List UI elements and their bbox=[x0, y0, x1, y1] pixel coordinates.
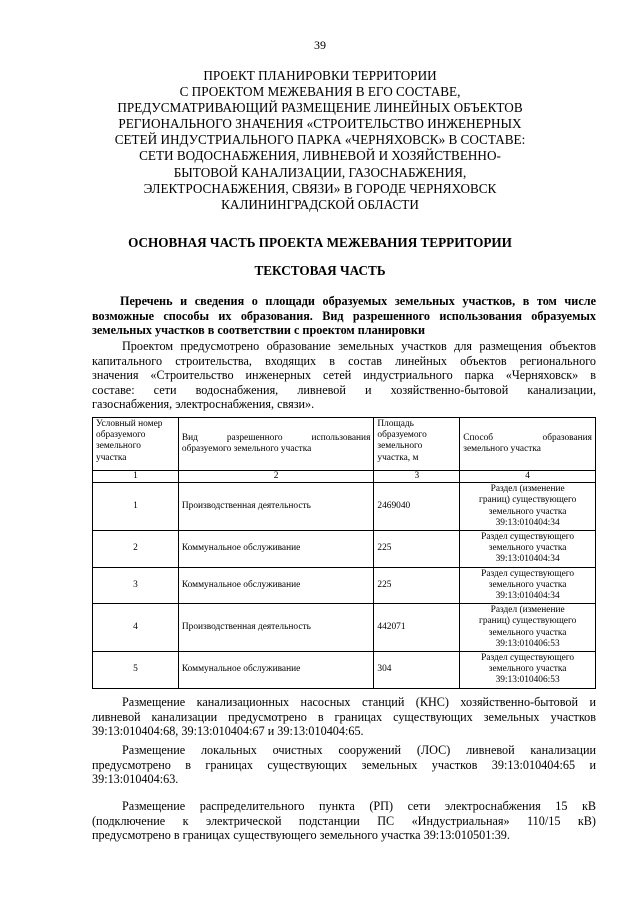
paragraph-line: Проектом предусмотрено образование земельных участков для размещения объектов bbox=[122, 339, 596, 353]
cell-permitted-use: Коммунальное обслуживание bbox=[178, 567, 374, 604]
paragraph-line: Размещение локальных очистных сооружений (ЛОС) ливневой канализации bbox=[122, 743, 596, 757]
header-plot-number: Условный номер образуемого земельного участка bbox=[93, 418, 179, 471]
paragraph-line: значения «Строительство инженерных сетей индустриального парка «Черняховск» в bbox=[92, 368, 596, 383]
title-line: СЕТИ ВОДОСНАБЖЕНИЯ, ЛИВНЕВОЙ И ХОЗЯЙСТВЕННО- bbox=[139, 148, 501, 164]
cell-formation-method: Раздел существующего земельного участка 39:13:010406:53 bbox=[460, 652, 596, 689]
paragraph-line: предусмотрено в границах существующего земельного участка 39:13:010501:39. bbox=[92, 828, 510, 843]
cell-plot-number: 3 bbox=[93, 567, 179, 604]
paragraph-line: газоснабжения, электроснабжения, связи». bbox=[92, 397, 315, 412]
title-line: СЕТЕЙ ИНДУСТРИАЛЬНОГО ПАРКА «ЧЕРНЯХОВСК» В СОСТАВЕ: bbox=[114, 132, 526, 148]
paragraph-line: составе: сети водоснабжения, ливневой и хозяйственно-бытовой канализации, bbox=[92, 382, 596, 397]
title-line: ПРЕДУСМАТРИВАЮЩИЙ РАЗМЕЩЕНИЕ ЛИНЕЙНЫХ ОБЪЕКТОВ bbox=[117, 100, 523, 116]
index-cell: 3 bbox=[374, 471, 460, 483]
paragraph-line: 39:13:010404:63. bbox=[92, 772, 179, 787]
cell-formation-method: Раздел существующего земельного участка 39:13:010404:34 bbox=[460, 567, 596, 604]
paragraph-line: Перечень и сведения о площади образуемых земельных участков, в том числе bbox=[120, 294, 596, 308]
subsection-heading: ТЕКСТОВАЯ ЧАСТЬ bbox=[254, 263, 386, 278]
section-heading: ОСНОВНАЯ ЧАСТЬ ПРОЕКТА МЕЖЕВАНИЯ ТЕРРИТОРИИ bbox=[128, 235, 512, 250]
title-line: КАЛИНИНГРАДСКОЙ ОБЛАСТИ bbox=[221, 196, 419, 212]
index-cell: 1 bbox=[93, 471, 179, 483]
cell-area: 442071 bbox=[374, 604, 460, 652]
paragraph-line: Размещение распределительного пункта (РП) сети электроснабжения 15 кВ bbox=[122, 799, 596, 813]
table-index-row bbox=[93, 471, 596, 483]
table-row bbox=[93, 567, 596, 604]
cell-plot-number: 5 bbox=[93, 652, 179, 689]
paragraph-line: предусмотрено в границах существующих земельных участков 39:13:010404:65 и bbox=[92, 757, 596, 772]
page-number: 39 bbox=[314, 38, 326, 52]
paragraph-line: 39:13:010404:68, 39:13:010404:67 и 39:13:010404:65. bbox=[92, 724, 364, 739]
paragraph-line: капитального строительства, входящих в состав линейных объектов регионального bbox=[92, 353, 596, 368]
paragraph-formation bbox=[92, 339, 596, 412]
title-line: БЫТОВОЙ КАНАЛИЗАЦИИ, ГАЗОСНАБЖЕНИЯ, bbox=[173, 164, 467, 180]
cell-plot-number: 2 bbox=[93, 531, 179, 568]
paragraph-line: (подключение к электрической подстанции ПС «Индустриальная» 110/15 кВ) bbox=[92, 813, 596, 828]
cell-permitted-use: Производственная деятельность bbox=[178, 483, 374, 531]
paragraph-pumping-stations bbox=[92, 695, 596, 739]
cell-plot-number: 4 bbox=[93, 604, 179, 652]
cell-area: 2469040 bbox=[374, 483, 460, 531]
cell-area: 225 bbox=[374, 531, 460, 568]
paragraph-line: ливневой канализации предусмотрено в границах существующих земельных участков bbox=[92, 709, 596, 724]
title-line: С ПРОЕКТОМ МЕЖЕВАНИЯ В ЕГО СОСТАВЕ, bbox=[179, 84, 461, 100]
paragraph-treatment-facilities bbox=[92, 743, 596, 787]
title-line: РЕГИОНАЛЬНОГО ЗНАЧЕНИЯ «СТРОИТЕЛЬСТВО ИНЖЕНЕРНЫХ bbox=[118, 116, 522, 132]
document-title bbox=[60, 68, 580, 213]
index-cell: 2 bbox=[178, 471, 374, 483]
bold-intro-paragraph bbox=[92, 294, 596, 338]
cell-permitted-use: Коммунальное обслуживание bbox=[178, 652, 374, 689]
table-row bbox=[93, 604, 596, 652]
cell-permitted-use: Коммунальное обслуживание bbox=[178, 531, 374, 568]
paragraph-line: земельных участков в соответствии с проектом планировки bbox=[92, 323, 425, 338]
title-line: ЭЛЕКТРОСНАБЖЕНИЯ, СВЯЗИ» В ГОРОДЕ ЧЕРНЯХОВСК bbox=[143, 180, 497, 196]
paragraph-distribution-point bbox=[92, 799, 596, 843]
cell-formation-method: Раздел (изменение границ) существующего земельного участка 39:13:010404:34 bbox=[460, 483, 596, 531]
header-formation-method: Способ образования земельного участка bbox=[460, 418, 596, 471]
header-area: Площадь образуемого земельного участка, м bbox=[374, 418, 460, 471]
table-row bbox=[93, 483, 596, 531]
table-header-row bbox=[93, 418, 596, 471]
cell-area: 225 bbox=[374, 567, 460, 604]
cell-area: 304 bbox=[374, 652, 460, 689]
land-plots-table bbox=[92, 417, 596, 689]
paragraph-line: возможные способы их образования. Вид разрешенного использования образуемых bbox=[92, 308, 596, 323]
cell-permitted-use: Производственная деятельность bbox=[178, 604, 374, 652]
cell-plot-number: 1 bbox=[93, 483, 179, 531]
header-permitted-use: Вид разрешенного использования образуемого земельного участка bbox=[178, 418, 374, 471]
paragraph-line: Размещение канализационных насосных станций (КНС) хозяйственно-бытовой и bbox=[122, 695, 596, 709]
title-line: ПРОЕКТ ПЛАНИРОВКИ ТЕРРИТОРИИ bbox=[203, 68, 437, 83]
index-cell: 4 bbox=[460, 471, 596, 483]
table-row bbox=[93, 652, 596, 689]
cell-formation-method: Раздел (изменение границ) существующего земельного участка 39:13:010406:53 bbox=[460, 604, 596, 652]
table-row bbox=[93, 531, 596, 568]
cell-formation-method: Раздел существующего земельного участка 39:13:010404:34 bbox=[460, 531, 596, 568]
